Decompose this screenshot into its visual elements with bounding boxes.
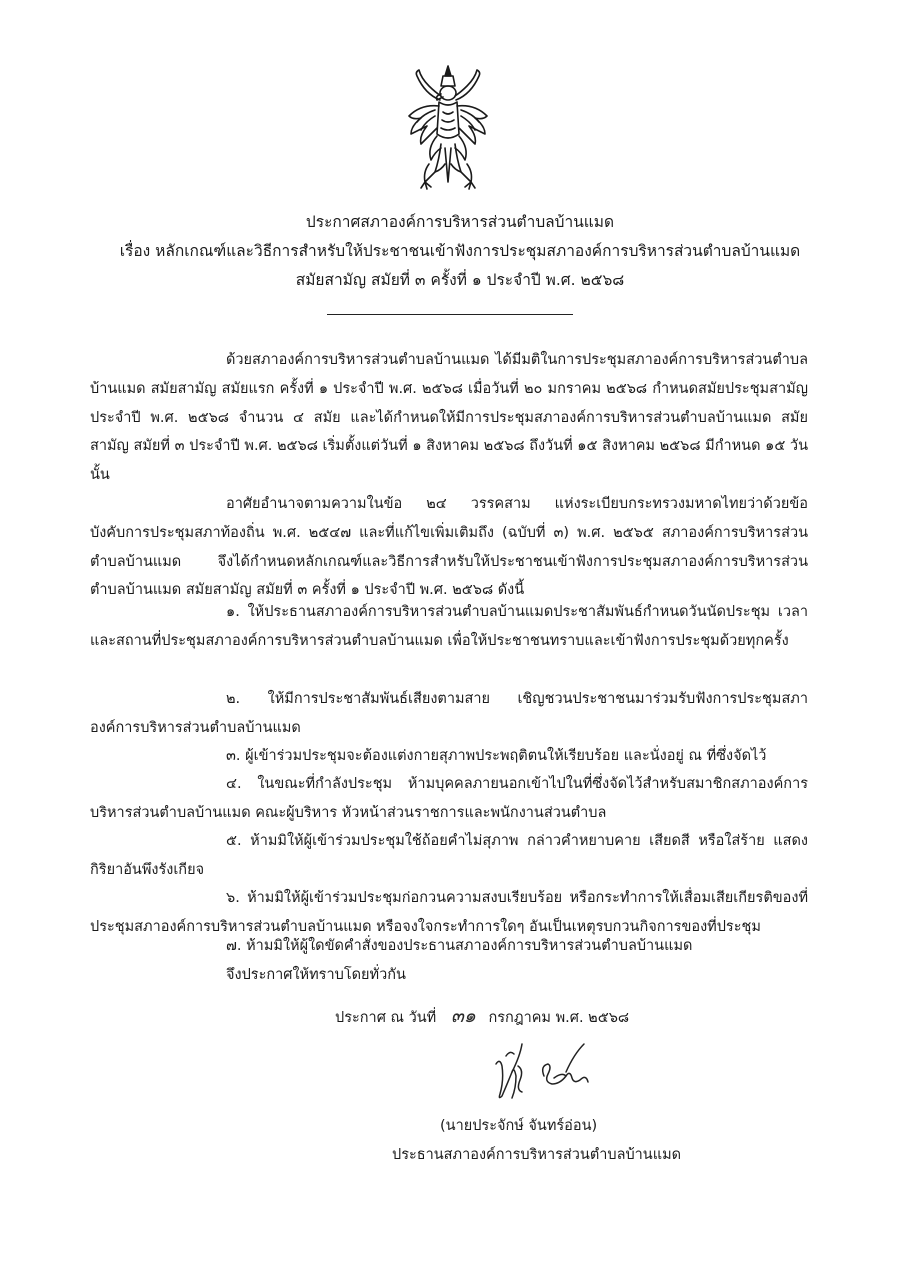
rule-item-3: ๓. ผู้เข้าร่วมประชุมจะต้องแต่งกายสุภาพประพฤติตนให้เรียบร้อย และนั่งอยู่ ณ ที่ซึ่งจัดไว้ [226, 748, 767, 764]
announcement-date [335, 1002, 629, 1032]
authority-paragraph: อาศัยอำนาจตามความในข้อ ๒๔ วรรคสาม แห่งระเบียบกระทรวงมหาดไทยว่าด้วยข้อบังคับการประชุมสภาท้องถิ่น พ.ศ. ๒๕๔๗ และที่แก้ไขเพิ่มเติมถึง (ฉบับที่ ๓) พ.ศ. ๒๕๖๕ สภาองค์การบริหารส่วนตำบลบ้านแมด จึงได้กำหนดหลักเกณฑ์และวิธีการสำหรับให้ประชาชนเข้าฟังการประชุมสภาองค์การบริหารส่วนตำบลบ้านแมด สมัยสามัญ สมัยที่ ๓ ครั้งที่ ๑ ประจำปี พ.ศ. ๒๕๖๘ ดังนี้ [90, 496, 808, 599]
intro-paragraph: ด้วยสภาองค์การบริหารส่วนตำบลบ้านแมด ได้มีมติในการประชุมสภาองค์การบริหารส่วนตำบลบ้านแมด สมัยสามัญ สมัยแรก ครั้งที่ ๑ ประจำปี พ.ศ. ๒๕๖๘ เมื่อวันที่ ๒๐ มกราคม ๒๕๖๘ กำหนดสมัยประชุมสามัญ ประจำปี พ.ศ. ๒๕๖๘ จำนวน ๔ สมัย และได้กำหนดให้มีการประชุมสภาองค์การบริหารส่วนตำบลบ้านแมด สมัยสามัญ สมัยที่ ๓ ประจำปี พ.ศ. ๒๕๖๘ เริ่มตั้งแต่วันที่ ๑ สิงหาคม ๒๕๖๘ ถึงวันที่ ๑๕ สิงหาคม ๒๕๖๘ มีกำหนด ๑๕ วัน นั้น [90, 352, 808, 484]
rule-item-2: ๒. ให้มีการประชาสัมพันธ์เสียงตามสาย เชิญชวนประชาชนมาร่วมรับฟังการประชุมสภาองค์การบริหารส่วนตำบลบ้านแมด [90, 691, 808, 736]
announcement-title: ประกาศสภาองค์การบริหารส่วนตำบลบ้านแมด [305, 213, 615, 231]
signer-name: (นายประจักษ์ จันทร์อ่อน) [440, 1118, 598, 1134]
closing-statement: จึงประกาศให้ทราบโดยทั่วกัน [226, 967, 406, 983]
garuda-emblem-icon [405, 64, 491, 192]
announcement-subject: เรื่อง หลักเกณฑ์และวิธีการสำหรับให้ประชาชนเข้าฟังการประชุมสภาองค์การบริหารส่วนตำบลบ้านแมด [119, 242, 801, 260]
signer-title: ประธานสภาองค์การบริหารส่วนตำบลบ้านแมด [392, 1147, 682, 1163]
rule-item-6: ๖. ห้ามมิให้ผู้เข้าร่วมประชุมก่อกวนความสงบเรียบร้อย หรือกระทำการให้เสื่อมเสียเกียรติของที่ประชุมสภาองค์การบริหารส่วนตำบลบ้านแมด หรือจงใจกระทำการใดๆ อันเป็นเหตุรบกวนกิจการของที่ประชุม [90, 890, 808, 935]
rule-item-5: ๕. ห้ามมิให้ผู้เข้าร่วมประชุมใช้ถ้อยคำไม่สุภาพ กล่าวคำหยาบคาย เสียดสี หรือใส่ร้าย แสดงกิริยาอันพึงรังเกียจ [90, 833, 808, 878]
announce-day: ๓๑ [450, 1005, 476, 1027]
announcement-session: สมัยสามัญ สมัยที่ ๓ ครั้งที่ ๑ ประจำปี พ.ศ. ๒๕๖๘ [295, 271, 625, 289]
announce-suffix: กรกฎาคม พ.ศ. ๒๕๖๘ [488, 1010, 630, 1026]
rule-item-1: ๑. ให้ประธานสภาองค์การบริหารส่วนตำบลบ้านแมดประชาสัมพันธ์กำหนดวันนัดประชุม เวลา และสถานที่ประชุมสภาองค์การบริหารส่วนตำบลบ้านแมด เพื่อให้ประชาชนทราบและเข้าฟังการประชุมด้วยทุกครั้ง [90, 604, 808, 649]
handwritten-signature-icon [482, 1036, 612, 1108]
rule-item-7: ๗. ห้ามมิให้ผู้ใดขัดคำสั่งของประธานสภาองค์การบริหารส่วนตำบลบ้านแมด [226, 938, 693, 954]
header-divider [327, 314, 573, 315]
rule-item-4: ๔. ในขณะที่กำลังประชุม ห้ามบุคคลภายนอกเข้าไปในที่ซึ่งจัดไว้สำหรับสมาชิกสภาองค์การบริหารส่วนตำบลบ้านแมด คณะผู้บริหาร หัวหน้าส่วนราชการและพนักงานส่วนตำบล [90, 776, 808, 821]
announce-prefix: ประกาศ ณ วันที่ [335, 1010, 437, 1026]
